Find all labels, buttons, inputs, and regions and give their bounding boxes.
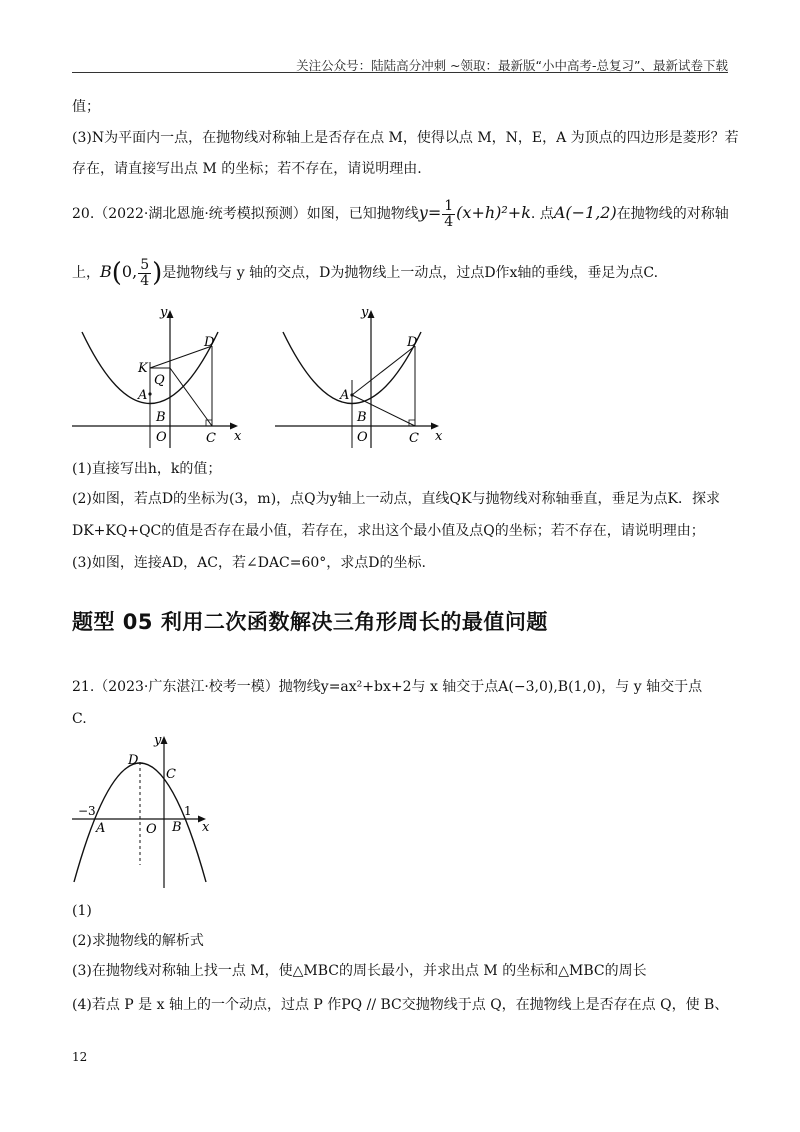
label-x: x [234,429,242,444]
page-number: 12 [72,1050,88,1064]
label-x: x [435,429,443,444]
label-b: B [357,410,367,425]
label-x: x [202,820,210,835]
label-y: y [361,305,369,320]
label-d: D [407,335,418,350]
y-axis-arrow [167,310,174,318]
q21-part1: (1) [72,903,92,919]
section-title: 题型 05 利用二次函数解决三角形周长的最值问题 [72,610,548,634]
label-q: Q [154,373,165,388]
q20-fraction: $\frac{1}{4}$ [444,197,454,230]
q20-point-a: A(−1,2) [553,203,617,222]
label-b: B [172,820,182,835]
q20-mid: . 点 [530,206,554,222]
point-a-dot [148,392,151,395]
label-o: O [156,430,167,445]
label-k: K [138,361,148,376]
y-axis-arrow [161,736,168,744]
label-d: D [204,335,215,350]
q20-part3: (3)如图，连接AD，AC，若∠DAC=60°，求点D的坐标. [72,555,426,571]
q21-figure [72,730,222,890]
label-c: C [206,431,216,446]
label-c: C [166,767,176,782]
q20-prefix: 20.（2022·湖北恩施·统考模拟预测）如图，已知抛物线 [72,206,419,222]
q21-part3: (3)在抛物线对称轴上找一点 M，使△MBC的周长最小，并求出点 M 的坐标和△MBC的周长 [72,963,647,979]
q21-part2: (2)求抛物线的解析式 [72,933,204,949]
point-a-dot [350,393,353,396]
y-axis-arrow [368,310,375,318]
label-o: O [357,430,368,445]
q20-line2-suffix: 是抛物线与 y 轴的交点，D为抛物线上一动点，过点D作x轴的垂线，垂足为点C. [162,265,659,281]
q20-eq-rest: (x+h)²+k [456,203,531,222]
header-rule [72,72,728,73]
label-a: A [96,821,106,836]
label-one: 1 [184,804,192,818]
label-d: D [128,753,139,768]
q20-figure-2 [275,300,465,450]
label-b: B [156,410,166,425]
q20-figure-1 [72,300,262,450]
point-b-label: B [100,262,112,281]
q20-suffix: 在抛物线的对称轴 [616,206,729,222]
text-line-q19-3b: 存在，请直接写出点 M 的坐标；若不存在，请说明理由. [72,161,422,177]
label-a: A [340,388,350,403]
label-y: y [154,733,162,748]
label-o: O [146,822,157,837]
page-header: 关注公众号：陆陆高分冲刺 ~领取：最新版“小中高考-总复习”、最新试卷下载 [296,58,728,73]
label-neg3: −3 [78,804,96,818]
text-line-q19-3a: (3)N为平面内一点，在抛物线对称轴上是否存在点 M，使得以点 M，N，E，A 为顶点的四边形是菱形？若 [72,130,739,146]
q21-stem-line1: 21.（2023·广东湛江·校考一模）抛物线y=ax²+bx+2与 x 轴交于点A(−3,0),B(1,0)，与 y 轴交于点 [72,679,703,695]
q21-part4: (4)若点 P 是 x 轴上的一个动点，过点 P 作PQ // BC交抛物线于点 Q，在抛物线上是否存在点 Q，使 B、 [72,997,729,1013]
q20-part2b: DK+KQ+QC的值是否存在最小值，若存在，求出这个最小值及点Q的坐标；若不存在，请说明理由； [72,523,705,539]
q20-part2a: (2)如图，若点D的坐标为(3，m)，点Q为y轴上一动点，直线QK与抛物线对称轴垂直，垂足为点K．探求 [72,491,720,507]
point-b-fraction: $\frac{5}{4}$ [140,256,150,289]
label-y: y [160,305,168,320]
segment-dk [150,346,212,368]
q20-line2-prefix: 上， [72,265,100,281]
text-line-value: 值； [72,99,100,115]
label-a: A [138,388,148,403]
q20-part1: (1)直接写出h，k的值； [72,461,222,477]
point-b-x: 0 [121,262,133,281]
label-c: C [409,431,419,446]
q20-stem-line2: 上，B(0, $\frac{5}{4}$ )是抛物线与 y 轴的交点，D为抛物线上一动点，过点D作x轴的垂线，垂足为点C. [72,256,659,289]
q20-stem-line1: 20.（2022·湖北恩施·统考模拟预测）如图，已知抛物线y= $\frac{1}{4}$ (x+h)²+k. 点A(−1,2)在抛物线的对称轴 [72,197,729,230]
q20-eq-y: y [418,203,428,222]
q21-stem-line2: C. [72,711,87,727]
